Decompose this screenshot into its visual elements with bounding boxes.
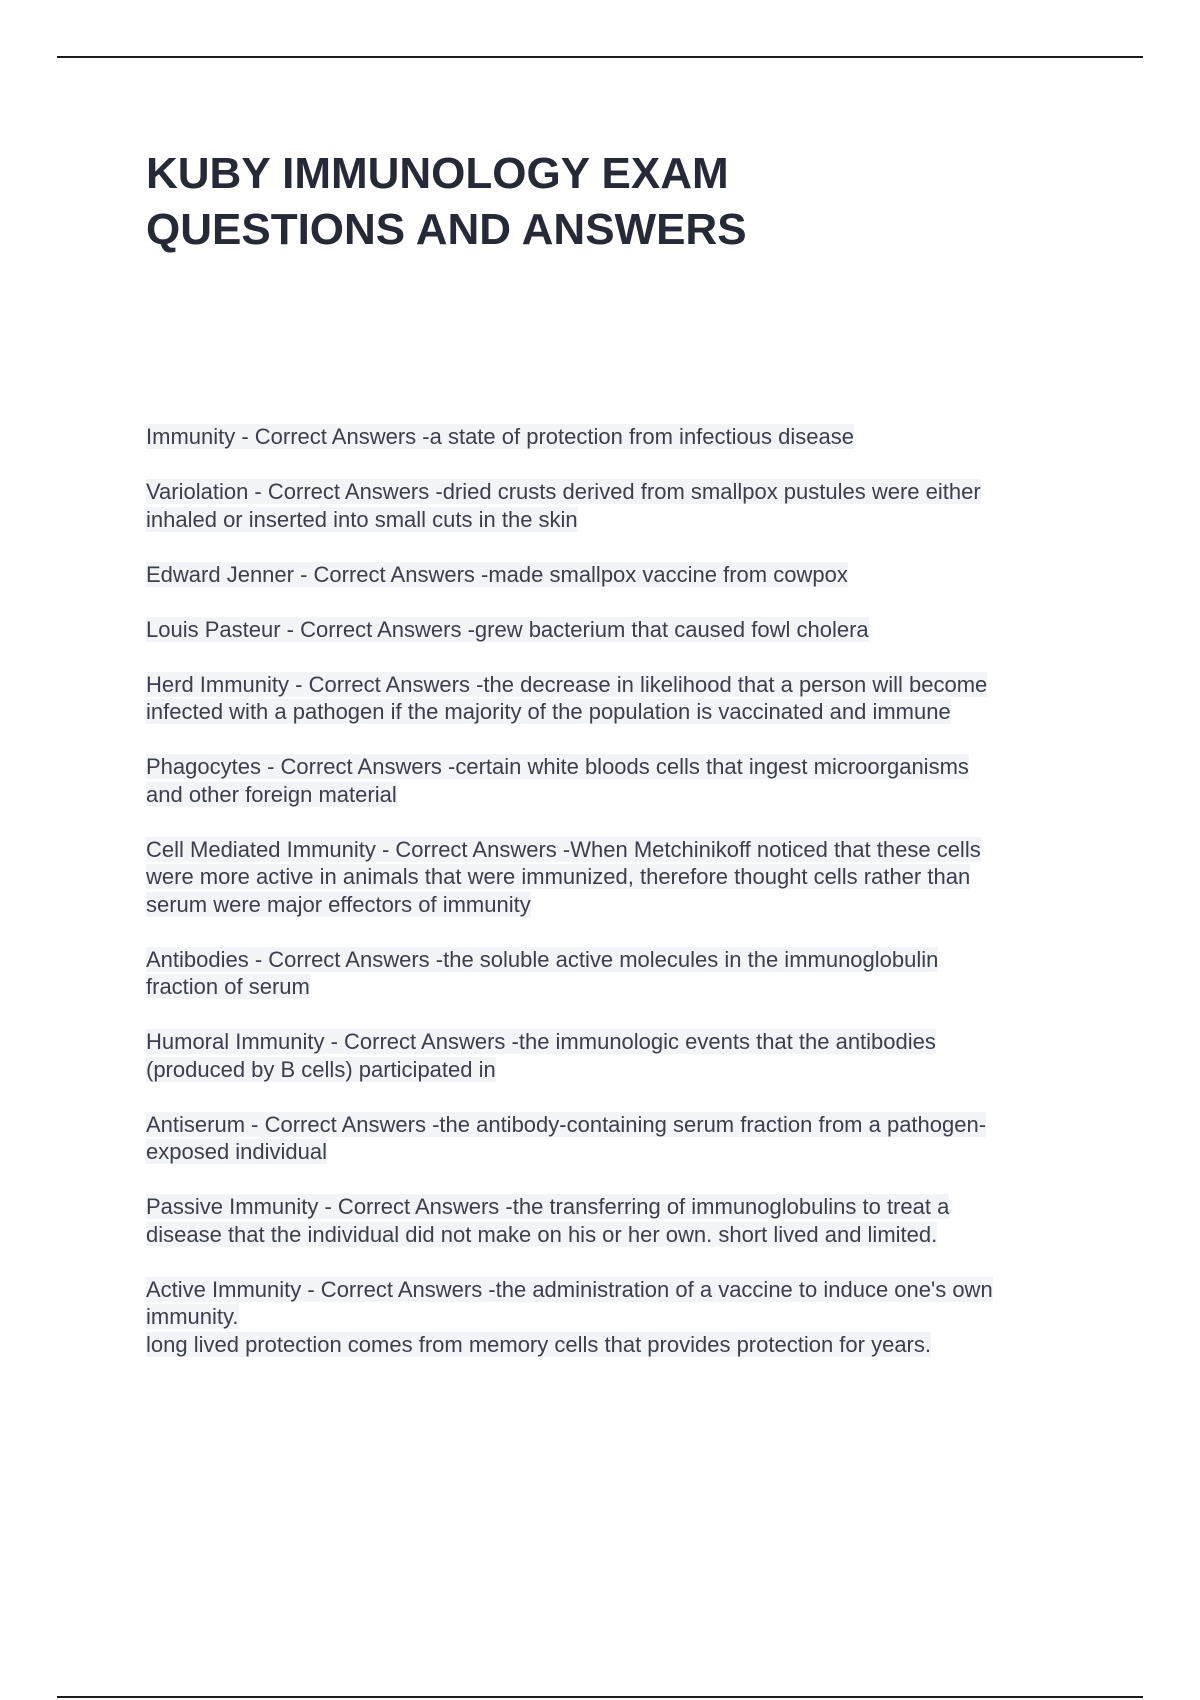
qa-item-antibodies [146, 946, 1086, 1001]
qa-item-passive-immunity [146, 1193, 1086, 1248]
qa-text: Variolation - Correct Answers -dried crusts derived from smallpox pustules were either inhaled or inserted into small cuts in the skin [146, 479, 981, 532]
qa-item-cell-mediated-immunity [146, 836, 1086, 919]
qa-text: Louis Pasteur - Correct Answers -grew bacterium that caused fowl cholera [146, 616, 869, 642]
qa-item-edward-jenner [146, 561, 1086, 589]
qa-text: Phagocytes - Correct Answers -certain white bloods cells that ingest microorganisms and other foreign material [146, 754, 969, 807]
qa-item-louis-pasteur [146, 616, 1086, 644]
qa-text: Passive Immunity - Correct Answers -the transferring of immunoglobulins to treat a disease that the individual did not make on his or her own. short lived and limited. [146, 1194, 950, 1247]
qa-text: Herd Immunity - Correct Answers -the decrease in likelihood that a person will become infected with a pathogen if the majority of the population is vaccinated and immune [146, 671, 988, 724]
qa-item-active-immunity [146, 1276, 1086, 1359]
qa-item-phagocytes [146, 753, 1086, 808]
qa-item-humoral-immunity [146, 1028, 1086, 1083]
qa-text: Immunity - Correct Answers -a state of protection from infectious disease [146, 424, 854, 449]
top-divider [57, 56, 1143, 58]
qa-text: Antiserum - Correct Answers -the antibody-containing serum fraction from a pathogen- exposed individual [146, 1111, 987, 1164]
qa-item-antiserum [146, 1111, 1086, 1166]
qa-list [146, 423, 1086, 1386]
qa-text: Humoral Immunity - Correct Answers -the immunologic events that the antibodies (produced by B cells) participated in [146, 1029, 936, 1082]
bottom-divider [57, 1696, 1143, 1698]
qa-text: Antibodies - Correct Answers -the soluble active molecules in the immunoglobulin fraction of serum [146, 946, 939, 999]
qa-item-immunity [146, 423, 1086, 451]
qa-item-herd-immunity [146, 671, 1086, 726]
qa-text: Active Immunity - Correct Answers -the administration of a vaccine to induce one's own immunity. long lived protection comes from memory cells that provides protection for years. [146, 1276, 993, 1357]
page-title: KUBY IMMUNOLOGY EXAM QUESTIONS AND ANSWERS [146, 149, 747, 254]
qa-text: Edward Jenner - Correct Answers -made smallpox vaccine from cowpox [146, 561, 848, 587]
qa-item-variolation [146, 478, 1086, 533]
qa-text: Cell Mediated Immunity - Correct Answers -When Metchinikoff noticed that these cells were more active in animals that were immunized, therefore thought cells rather than serum were major effectors of immunity [146, 836, 981, 917]
